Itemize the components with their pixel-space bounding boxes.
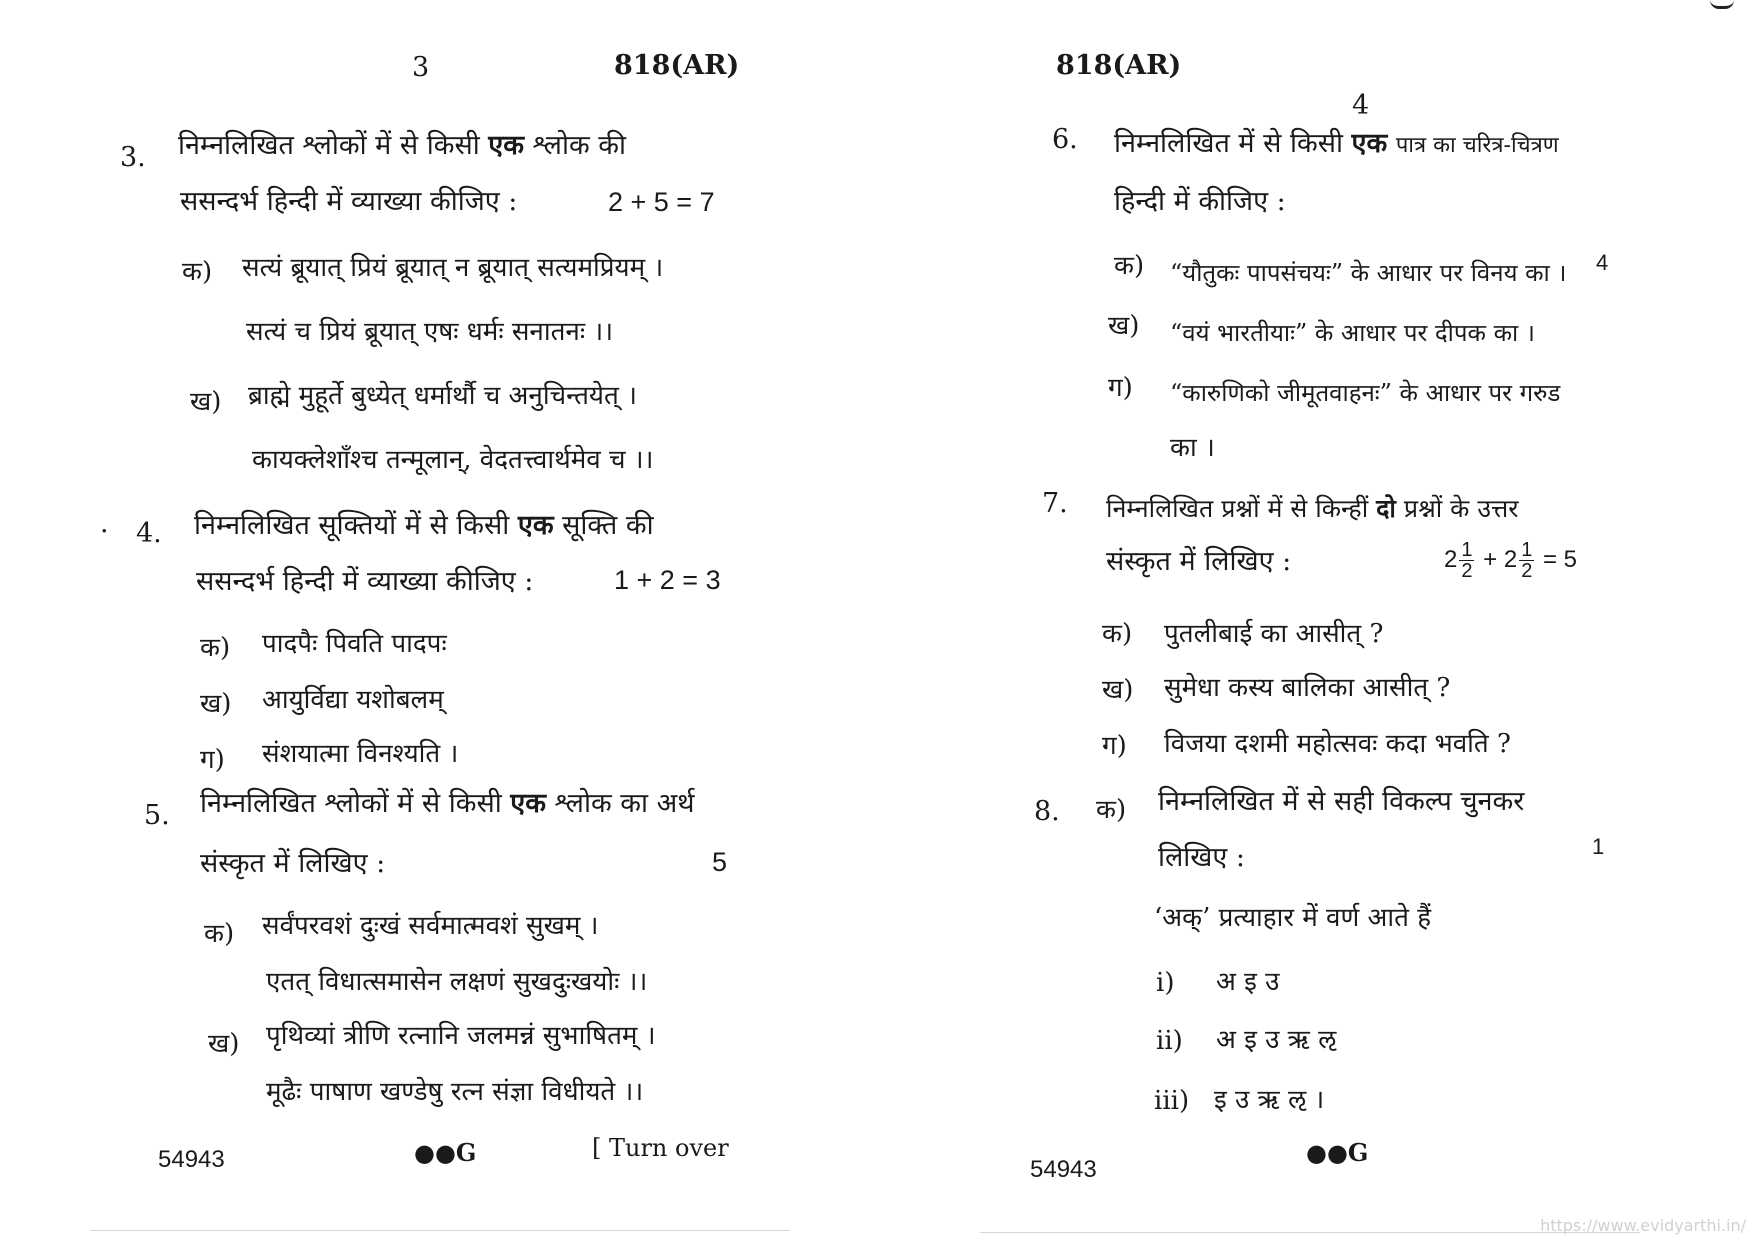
question-text-line: ससन्दर्भ हिन्दी में व्याख्या कीजिए : xyxy=(180,186,518,217)
option-text: कायक्लेशाँश्च तन्मूलान्, वेदतत्त्वार्थमेव च ।। xyxy=(252,445,654,475)
option-text: सत्यं च प्रियं ब्रूयात् एषः धर्मः सनातनः ।। xyxy=(246,317,614,347)
option-label: ख) xyxy=(200,689,232,719)
option-text: “वयं भारतीयाः” के आधार पर दीपक का । xyxy=(1170,319,1535,347)
option-label: ii) xyxy=(1156,1026,1183,1056)
question-text-line: हिन्दी में कीजिए : xyxy=(1114,186,1286,217)
question-text-line: ससन्दर्भ हिन्दी में व्याख्या कीजिए : xyxy=(196,566,534,597)
option-label: क) xyxy=(1102,619,1133,649)
page-number: 3 xyxy=(412,52,430,83)
question-stem: ‘अक्’ प्रत्याहार में वर्ण आते हैं xyxy=(1154,903,1432,933)
paper-code: 818(AR) xyxy=(1056,50,1182,81)
option-text: का । xyxy=(1170,433,1215,463)
option-text: पादपैः पिवति पादपः xyxy=(262,629,447,659)
option-text: विजया दशमी महोत्सवः कदा भवति ? xyxy=(1164,729,1511,759)
option-text: आयुर्विद्या यशोबलम् xyxy=(262,685,444,715)
option-label: ख) xyxy=(1108,311,1140,341)
option-text: सर्वंपरवशं दुःखं सर्वमात्मवशं सुखम् । xyxy=(262,911,599,941)
question-number: 4. xyxy=(136,518,162,549)
question-number: 6. xyxy=(1052,124,1078,155)
marks: 5 xyxy=(712,847,728,877)
marks: 2 $\frac{1}{2}$ + 2 $\frac{1}{2}$ = 5 xyxy=(1444,539,1578,582)
question-text-line: निम्नलिखित श्लोकों में से किसी एक श्लोक का अर्थ xyxy=(200,788,695,819)
question-text-line: संस्कृत में लिखिए : xyxy=(1106,546,1292,577)
watermark-url: https://www.evidyarthi.in/ xyxy=(1540,1216,1746,1235)
option-text: सुमेधा कस्य बालिका आसीत् ? xyxy=(1164,673,1451,703)
option-text: ब्राह्मे मुहूर्ते बुध्येत् धर्मार्थौ च अनुचिन्तयेत् । xyxy=(248,381,637,411)
option-text: मूढैः पाषाण खण्डेषु रत्न संज्ञा विधीयते ।। xyxy=(266,1077,644,1107)
option-text: “कारुणिको जीमूतवाहनः” के आधार पर गरुड xyxy=(1170,379,1561,407)
question-text-line: निम्नलिखित सूक्तियों में से किसी एक सूक्ति की xyxy=(194,510,654,541)
option-label: i) xyxy=(1156,968,1175,998)
option-label: ग) xyxy=(200,745,225,775)
option-label: क) xyxy=(204,919,235,949)
question-text-line: लिखिए : xyxy=(1158,842,1245,873)
option-label: ख) xyxy=(190,387,222,417)
footer-code: 54943 xyxy=(1030,1156,1097,1183)
footer-code: 54943 xyxy=(158,1146,225,1173)
option-text: इ उ ऋ ऌ । xyxy=(1214,1085,1325,1115)
question-number: 7. xyxy=(1042,488,1068,519)
question-number: 8. xyxy=(1034,796,1060,827)
question-number: 5. xyxy=(144,800,170,831)
option-label: क) xyxy=(182,257,213,287)
option-text: पृथिव्यां त्रीणि रत्नानि जलमन्नं सुभाषितम् । xyxy=(266,1021,656,1051)
marks: 2 + 5 = 7 xyxy=(608,187,715,217)
option-label: क) xyxy=(1114,251,1145,281)
turn-over-label: [ Turn over xyxy=(592,1134,729,1162)
option-text: एतत् विधात्समासेन लक्षणं सुखदुःखयोः ।। xyxy=(266,967,648,997)
option-text: सत्यं ब्रूयात् प्रियं ब्रूयात् न ब्रूयात् सत्यमप्रियम् । xyxy=(242,253,664,283)
left-page xyxy=(0,0,870,1241)
bullet-mark: · xyxy=(100,516,109,547)
option-text: संशयात्मा विनश्यति । xyxy=(262,739,459,769)
option-label: क) xyxy=(200,633,231,663)
footer-mark: ●●G xyxy=(1306,1138,1369,1167)
question-number: 3. xyxy=(120,142,146,173)
marks: 1 xyxy=(1592,834,1605,859)
marks: 4 xyxy=(1596,250,1609,275)
option-label: ग) xyxy=(1102,731,1127,761)
question-text-line: निम्नलिखित श्लोकों में से किसी एक श्लोक की xyxy=(178,130,627,161)
option-text: अ इ उ ऋ ऌ xyxy=(1216,1025,1337,1055)
option-label: iii) xyxy=(1154,1086,1190,1116)
option-text: अ इ उ xyxy=(1216,967,1280,997)
footer-mark: ●●G xyxy=(414,1138,477,1167)
option-text: पुतलीबाई का आसीत् ? xyxy=(1164,619,1384,649)
page-number: 4 xyxy=(1352,90,1370,121)
option-text: “यौतुकः पापसंचयः” के आधार पर विनय का । xyxy=(1170,259,1567,287)
marks: 1 + 2 = 3 xyxy=(614,565,721,595)
question-text-line: निम्नलिखित में से किसी एक पात्र का चरित्र-चित्रण xyxy=(1114,128,1559,159)
bottom-rule xyxy=(90,1230,790,1231)
option-label: ग) xyxy=(1108,373,1133,403)
option-label: क) xyxy=(1096,795,1127,825)
right-page xyxy=(980,0,1754,1241)
question-text-line: निम्नलिखित में से सही विकल्प चुनकर xyxy=(1158,786,1525,817)
option-label: ख) xyxy=(1102,675,1134,705)
option-label: ख) xyxy=(208,1029,240,1059)
paper-code: 818(AR) xyxy=(614,50,740,81)
question-text-line: निम्नलिखित प्रश्नों में से किन्हीं दो प्रश्नों के उत्तर xyxy=(1106,494,1519,523)
question-text-line: संस्कृत में लिखिए : xyxy=(200,848,386,879)
corner-mark xyxy=(1710,0,1734,9)
